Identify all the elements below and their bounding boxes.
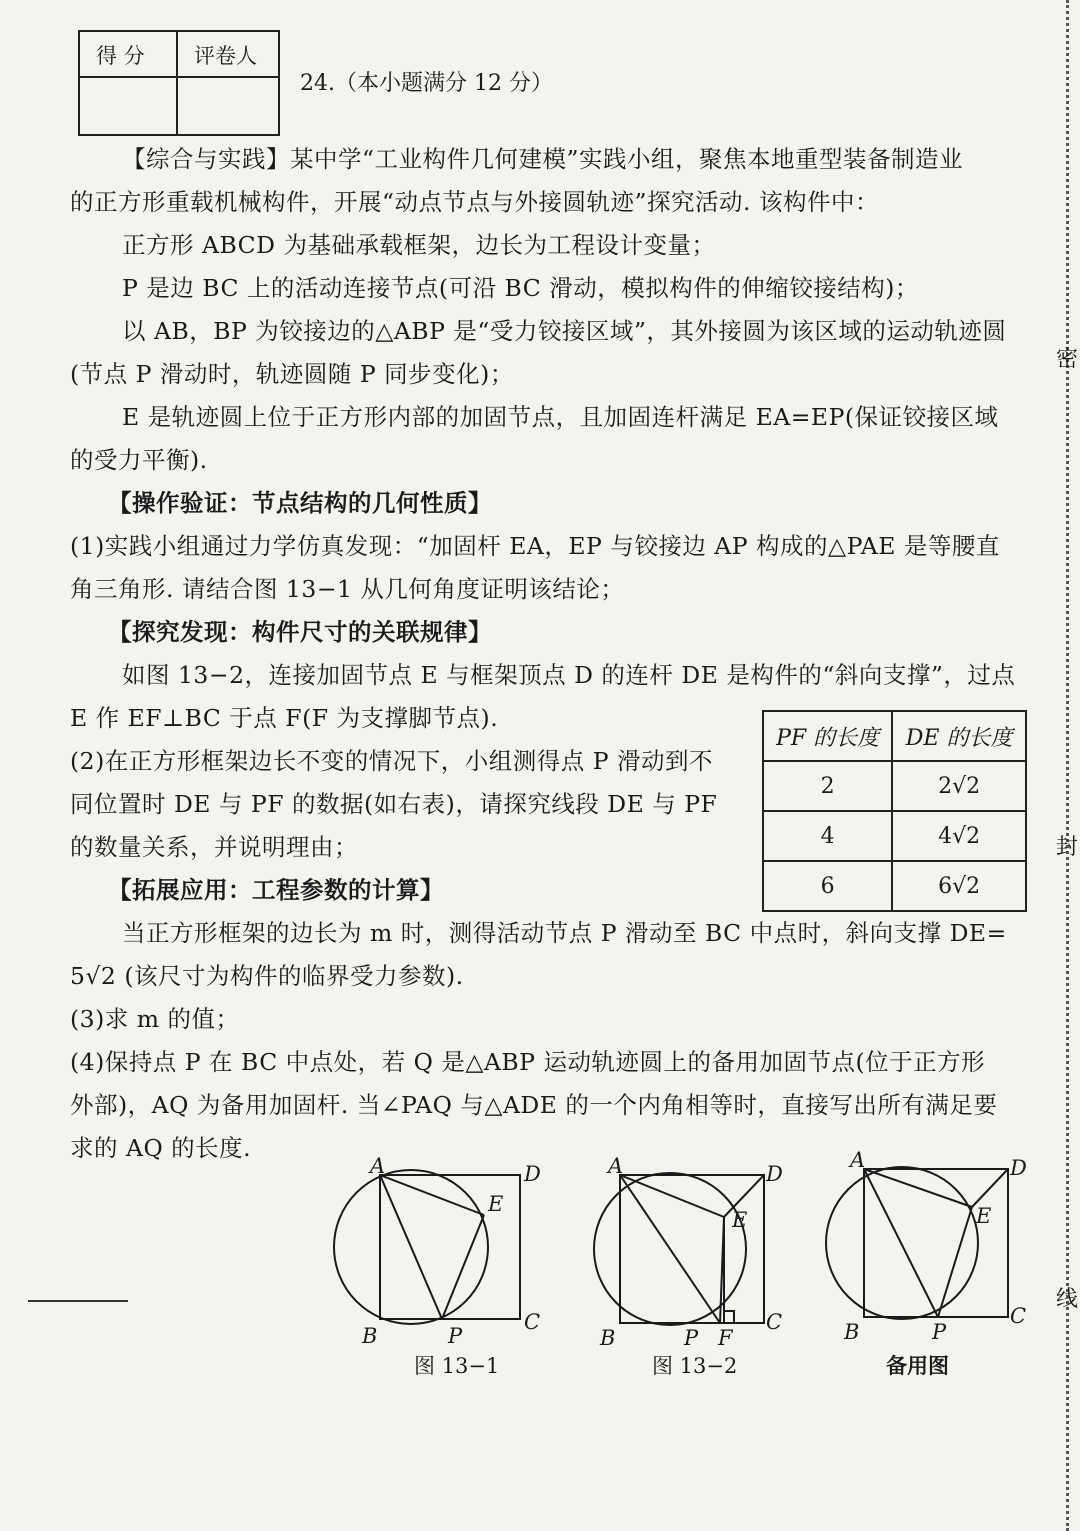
table-cell: 6	[763, 861, 892, 911]
fig1-label-e: E	[488, 1192, 504, 1216]
intro-line: E 是轨迹圆上位于正方形内部的加固节点，且加固连杆满足 EA=EP(保证铰接区域	[122, 403, 999, 431]
figure-spare	[826, 1148, 1027, 1378]
fig3-label-c: C	[1010, 1304, 1027, 1328]
pf-de-table	[762, 710, 1027, 912]
table-cell: 4	[763, 811, 892, 861]
q4-line: (4)保持点 P 在 BC 中点处，若 Q 是△ABP 运动轨迹圆上的备用加固节点(位于正方形	[70, 1048, 986, 1076]
fig3-label-e: E	[976, 1204, 992, 1228]
intro-line: 的受力平衡).	[70, 446, 208, 474]
intro-line: (节点 P 滑动时，轨迹圆随 P 同步变化)；	[70, 360, 514, 388]
margin-char: 封	[1056, 835, 1079, 860]
q3-line: (3)求 m 的值；	[70, 1005, 240, 1033]
intro-block	[70, 138, 1035, 740]
fig2-label-f: F	[718, 1326, 733, 1350]
table-cell: 2	[763, 761, 892, 811]
section3-line: 当正方形框架的边长为 m 时，测得活动节点 P 滑动至 BC 中点时，斜向支撑 DE=	[122, 919, 1007, 947]
section2-title: 【探究发现：构件尺寸的关联规律】	[108, 618, 492, 646]
q4-line: 外部)，AQ 为备用加固杆. 当∠PAQ 与△ADE 的一个内角相等时，直接写出所有满足要	[70, 1091, 998, 1119]
pen-mark	[28, 1300, 128, 1302]
q2-line: 同位置时 DE 与 PF 的数据(如右表)，请探究线段 DE 与 PF	[70, 790, 718, 818]
fig3-label-b: B	[844, 1320, 860, 1344]
fig2-label-p: P	[684, 1326, 699, 1350]
fig2-caption: 图 13−2	[652, 1354, 738, 1378]
grader-label: 评卷人	[194, 44, 257, 68]
fig3-caption: 备用图	[886, 1353, 949, 1378]
table-header: PF 的长度	[763, 711, 892, 761]
fig1-label-d: D	[524, 1162, 541, 1186]
fig3-label-d: D	[1010, 1156, 1027, 1180]
margin-char: 线	[1056, 1287, 1079, 1312]
score-label: 得 分	[96, 44, 145, 68]
table-header: DE 的长度	[892, 711, 1026, 761]
table-cell: 2√2	[892, 761, 1026, 811]
fig1-label-a: A	[370, 1154, 386, 1178]
figures	[320, 1145, 1040, 1385]
intro-line: 的正方形重载机械构件，开展“动点节点与外接圆轨迹”探究活动. 该构件中：	[70, 188, 879, 216]
section2-line: 如图 13−2，连接加固节点 E 与框架顶点 D 的连杆 DE 是构件的“斜向支撑”，过点	[122, 661, 1016, 689]
q1-line: 角三角形. 请结合图 13−1 从几何角度证明该结论；	[70, 575, 625, 603]
table-cell: 4√2	[892, 811, 1026, 861]
fig1-label-b: B	[362, 1324, 378, 1348]
q2-line: (2)在正方形框架边长不变的情况下，小组测得点 P 滑动到不	[70, 747, 714, 775]
intro-line: 正方形 ABCD 为基础承载框架，边长为工程设计变量；	[122, 231, 716, 259]
fig2-label-c: C	[766, 1310, 783, 1334]
q2-line: 的数量关系，并说明理由；	[70, 833, 358, 861]
table-cell: 6√2	[892, 861, 1026, 911]
fig3-label-p: P	[932, 1320, 947, 1344]
fig2-label-e: E	[732, 1208, 748, 1232]
score-table	[78, 30, 280, 136]
margin-char: 密	[1056, 347, 1079, 372]
q1-line: (1)实践小组通过力学仿真发现：“加固杆 EA，EP 与铰接边 AP 构成的△PAE 是等腰直	[70, 532, 1000, 560]
fig1-label-c: C	[524, 1310, 541, 1334]
fig2-label-b: B	[600, 1326, 616, 1350]
intro-line: P 是边 BC 上的活动连接节点(可沿 BC 滑动，模拟构件的伸缩铰接结构)；	[122, 274, 919, 302]
section1-title: 【操作验证：节点结构的几何性质】	[108, 489, 492, 517]
q4-line: 求的 AQ 的长度.	[70, 1134, 252, 1162]
fig1-caption: 图 13−1	[414, 1354, 500, 1378]
section3-block	[70, 912, 1035, 1170]
intro-line: 【综合与实践】某中学“工业构件几何建模”实践小组，聚焦本地重型装备制造业	[122, 145, 964, 173]
section3-title: 【拓展应用：工程参数的计算】	[108, 876, 444, 904]
figure-13-1	[334, 1154, 541, 1378]
intro-line: 以 AB，BP 为铰接边的△ABP 是“受力铰接区域”，其外接圆为该区域的运动轨迹圆	[122, 317, 1007, 345]
fig2-label-d: D	[766, 1162, 783, 1186]
fig3-label-a: A	[850, 1148, 866, 1172]
section3-line: 5√2 (该尺寸为构件的临界受力参数).	[70, 962, 464, 990]
figure-13-2	[594, 1154, 783, 1378]
question-header: 24.（本小题满分 12 分）	[300, 71, 553, 96]
section2-line: E 作 EF⊥BC 于点 F(F 为支撑脚节点).	[70, 704, 499, 732]
q2-block	[70, 740, 750, 912]
fig1-label-p: P	[448, 1324, 463, 1348]
fig2-label-a: A	[608, 1154, 624, 1178]
